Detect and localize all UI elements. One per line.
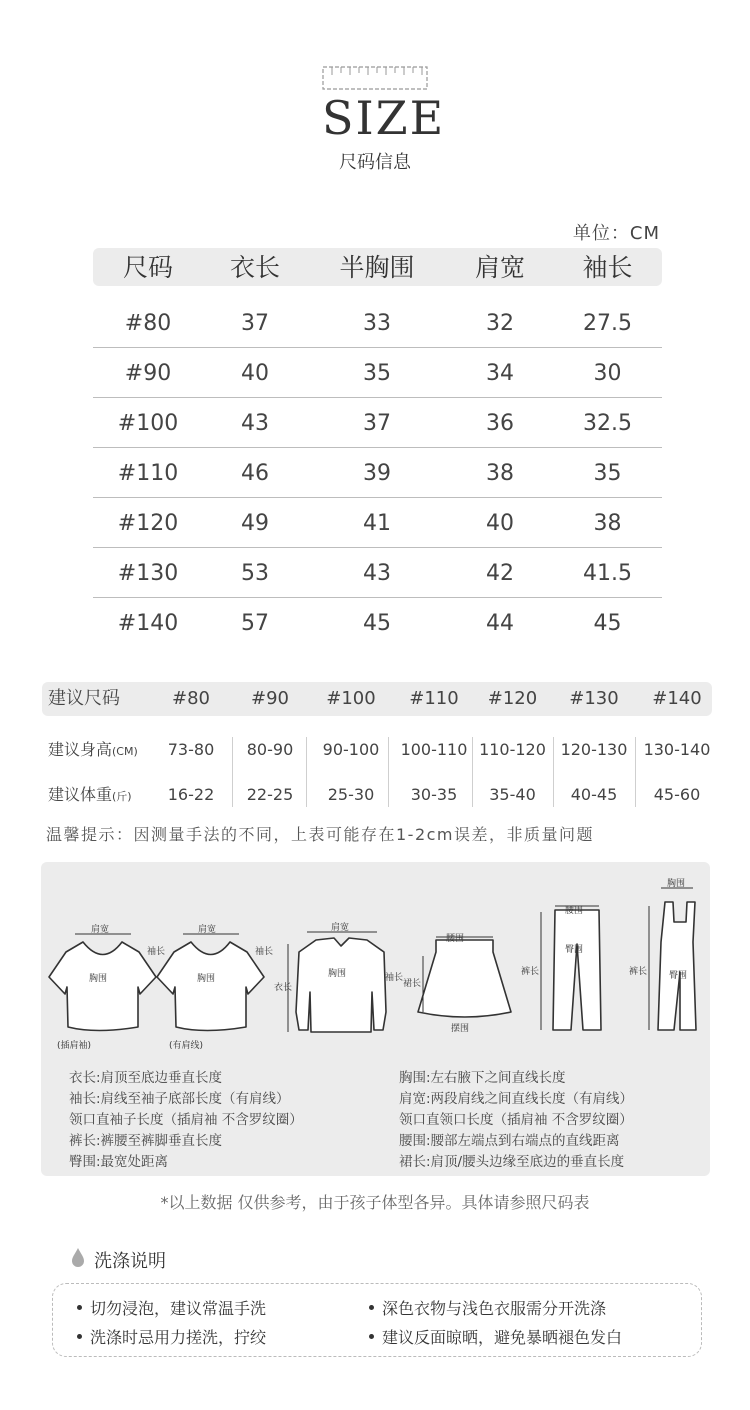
table-cell: 30 — [593, 361, 622, 386]
table-row — [93, 599, 662, 649]
divider — [232, 737, 233, 807]
table-cell: 40 — [241, 361, 269, 386]
table-cell: 45 — [363, 611, 391, 636]
table-cell: 49 — [241, 511, 269, 536]
waist-label: 腰围 — [446, 934, 465, 944]
recommend-weight: 22-25 — [246, 785, 294, 804]
row-divider — [93, 347, 662, 348]
pants-length-label: 裤长 — [521, 967, 540, 977]
chest-label-1: 胸围 — [89, 974, 108, 984]
recommend-header — [42, 682, 712, 716]
pants-icon — [553, 910, 601, 1030]
table-cell: #120 — [117, 511, 179, 536]
table-cell: 32 — [486, 311, 514, 336]
divider — [553, 737, 554, 807]
definition-left-1: 袖长:肩线至袖子底部长度（有肩线） — [69, 1091, 290, 1107]
table-row — [93, 449, 662, 499]
divider — [388, 737, 389, 807]
recommend-height: 80-90 — [246, 740, 294, 759]
table-cell: 35 — [363, 361, 391, 386]
table-cell: 43 — [241, 411, 269, 436]
table-cell: 42 — [486, 561, 514, 586]
divider — [635, 737, 636, 807]
seam-caption: (有肩线) — [169, 1041, 204, 1051]
recommend-size: #140 — [652, 688, 702, 709]
raglan-caption: (插肩袖) — [57, 1041, 92, 1051]
table-row — [93, 399, 662, 449]
definition-right-4: 裙长:肩顶/腰头边缘至底边的垂直长度 — [399, 1154, 625, 1170]
overalls-chest-label: 胸围 — [667, 879, 686, 889]
table-cell: #130 — [117, 561, 179, 586]
col-shoulder: 肩宽 — [474, 253, 525, 282]
table-cell: 53 — [241, 561, 269, 586]
overalls-length-label: 裤长 — [629, 967, 648, 977]
col-size: 尺码 — [122, 253, 173, 282]
shoulder-label-2: 肩宽 — [198, 925, 217, 935]
recommend-size: #130 — [569, 688, 619, 709]
table-cell: 38 — [593, 511, 622, 536]
table-cell: 37 — [241, 311, 269, 336]
ruler-icon — [322, 66, 428, 90]
row-divider — [93, 397, 662, 398]
wash-title: 洗涤说明 — [94, 1251, 166, 1272]
recommend-weight: 16-22 — [167, 785, 215, 804]
row-divider — [93, 447, 662, 448]
definition-left-2: 领口直袖子长度（插肩袖 不含罗纹圈） — [69, 1112, 303, 1128]
recommend-size: #100 — [326, 688, 376, 709]
tshirt-seam-icon — [157, 942, 264, 1031]
recommend-weight: 40-45 — [570, 785, 618, 804]
definition-left-4: 臀围:最宽处距离 — [69, 1154, 169, 1170]
table-cell: #110 — [117, 461, 179, 486]
definition-left-0: 衣长:肩顶至底边垂直长度 — [69, 1070, 223, 1086]
recommend-height-row — [42, 730, 712, 770]
recommend-size: #80 — [172, 688, 210, 709]
table-cell: 57 — [241, 611, 269, 636]
size-table-header — [93, 248, 662, 286]
recommend-weight: 35-40 — [489, 785, 536, 804]
wash-item: 切勿浸泡，建议常温手洗 — [77, 1296, 266, 1319]
recommend-weight: 30-35 — [410, 785, 458, 804]
table-cell: 43 — [363, 561, 391, 586]
table-cell: 46 — [241, 461, 269, 486]
unit-label: 单位：CM — [572, 223, 660, 244]
definition-right-2: 领口直领口长度（插肩袖 不含罗纹圈） — [399, 1112, 633, 1128]
skirt-icon — [418, 940, 511, 1017]
recommend-height: 100-110 — [400, 740, 468, 759]
recommend-size: #90 — [251, 688, 289, 709]
table-cell: 35 — [593, 461, 622, 486]
water-drop-icon — [70, 1247, 86, 1269]
col-length: 衣长 — [229, 253, 280, 282]
row-divider — [93, 497, 662, 498]
table-cell: 32.5 — [583, 411, 632, 436]
table-cell: 33 — [363, 311, 391, 336]
definition-right-1: 肩宽:两段肩线之间直线长度（有肩线） — [399, 1091, 634, 1107]
chest-label-2: 胸围 — [197, 974, 216, 984]
recommend-height: 73-80 — [167, 740, 215, 759]
table-cell: 45 — [593, 611, 622, 636]
row-divider — [93, 547, 662, 548]
table-row — [93, 349, 662, 399]
table-cell: #100 — [117, 411, 179, 436]
definition-right-0: 胸围:左右腋下之间直线长度 — [399, 1070, 566, 1086]
col-sleeve: 袖长 — [582, 253, 633, 282]
wash-item: 建议反面晾晒，避免暴晒褪色发白 — [369, 1325, 622, 1348]
table-row — [93, 299, 662, 349]
recommend-height: 90-100 — [322, 740, 380, 759]
sleeve-label-3: 袖长 — [385, 973, 404, 983]
shoulder-label-1: 肩宽 — [91, 925, 110, 935]
wash-item: 深色衣物与浅色衣服需分开洗涤 — [369, 1296, 606, 1319]
table-row — [93, 549, 662, 599]
col-chest: 半胸围 — [339, 253, 415, 282]
size-subtitle: 尺码信息 — [339, 152, 411, 173]
table-cell: 38 — [486, 461, 514, 486]
recommend-height: 120-130 — [560, 740, 628, 759]
recommend-weight: 25-30 — [327, 785, 375, 804]
skirt-length-label: 裙长 — [403, 979, 422, 989]
height-label: 建议身高(CM) — [48, 740, 138, 759]
overalls-icon — [658, 902, 696, 1030]
weight-label: 建议体重(斤) — [48, 785, 132, 804]
row-divider — [93, 597, 662, 598]
table-cell: 41 — [363, 511, 391, 536]
table-row — [93, 499, 662, 549]
length-label: 衣长 — [274, 983, 293, 993]
sleeve-label-1: 袖长 — [147, 947, 166, 957]
recommend-size: #110 — [409, 688, 459, 709]
measurement-tip: 温馨提示：因测量手法的不同，上表可能存在1-2cm误差，非质量问题 — [46, 825, 595, 844]
hip-label-2: 臀围 — [669, 971, 688, 981]
table-cell: 40 — [486, 511, 514, 536]
size-title: SIZE — [322, 91, 446, 145]
recommend-weight: 45-60 — [653, 785, 701, 804]
table-cell: 44 — [486, 611, 514, 636]
table-cell: 37 — [363, 411, 391, 436]
table-cell: 27.5 — [583, 311, 632, 336]
table-cell: #80 — [124, 311, 172, 336]
recommend-height: 110-120 — [479, 740, 546, 759]
chest-label-3: 胸围 — [328, 969, 347, 979]
sleeve-label-2: 袖长 — [255, 947, 274, 957]
wash-item: 洗涤时忌用力搓洗，拧绞 — [77, 1325, 266, 1348]
recommend-header-label: 建议尺码 — [48, 688, 120, 709]
tshirt-raglan-icon — [49, 942, 156, 1031]
hem-label: 摆围 — [451, 1024, 470, 1034]
table-cell: #140 — [117, 611, 179, 636]
wash-instructions-box — [52, 1283, 702, 1357]
divider — [306, 737, 307, 807]
table-cell: 34 — [486, 361, 514, 386]
recommend-height: 130-140 — [643, 740, 711, 759]
table-cell: 36 — [486, 411, 514, 436]
jacket-icon — [296, 938, 386, 1032]
table-cell: 39 — [363, 461, 391, 486]
definition-right-3: 腰围:腰部左端点到右端点的直线距离 — [399, 1133, 620, 1149]
measurement-diagram-panel — [41, 862, 710, 1176]
garment-diagrams — [41, 862, 710, 1062]
table-cell: 41.5 — [583, 561, 632, 586]
recommend-weight-row — [42, 775, 712, 815]
pants-waist-label: 腰围 — [565, 906, 584, 916]
hip-label-1: 臀围 — [565, 945, 584, 955]
recommend-size: #120 — [487, 688, 538, 709]
disclaimer: *以上数据 仅供参考，由于孩子体型各异。具体请参照尺码表 — [160, 1193, 590, 1212]
definition-left-3: 裤长:裤腰至裤脚垂直长度 — [69, 1133, 223, 1149]
divider — [472, 737, 473, 807]
shoulder-label-3: 肩宽 — [331, 923, 350, 933]
table-cell: #90 — [124, 361, 172, 386]
